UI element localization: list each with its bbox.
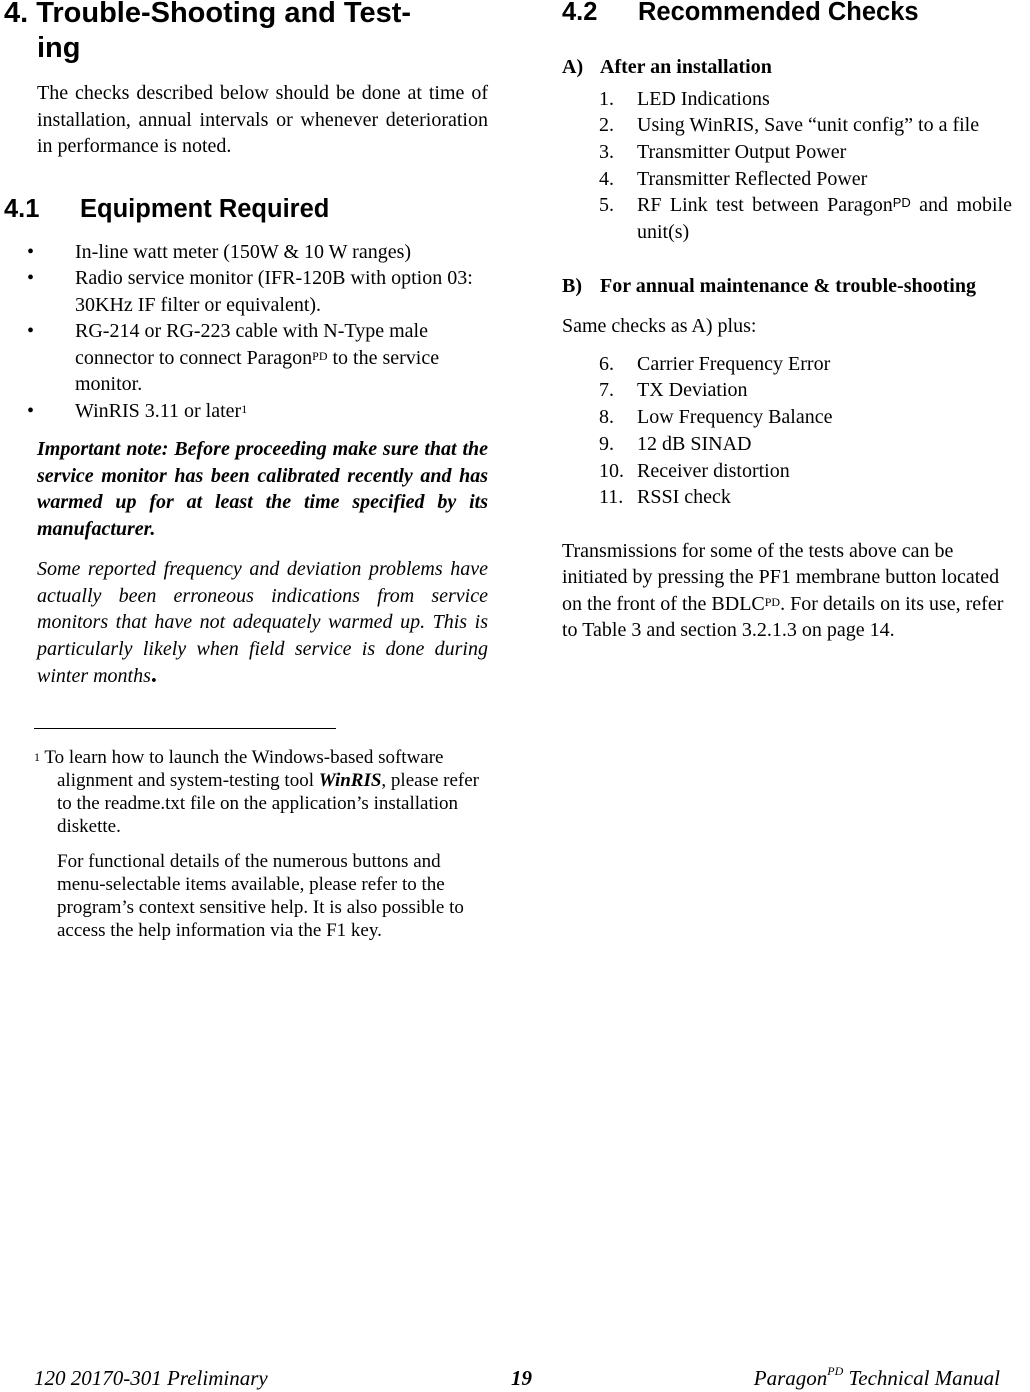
- doc-number: 120 20170-301 Preliminary: [34, 1366, 268, 1390]
- list-item: • RG-214 or RG-223 cable with N-Type male connector to connect Paragon$^{PD}$ to the service monitor.: [27, 320, 440, 395]
- subsection-title-checks: 4.2 Recommended Checks: [562, 0, 919, 26]
- bullet-icon: •: [27, 267, 35, 289]
- list-item: 8. Low Frequency Balance: [599, 406, 833, 429]
- list-item: • In-line watt meter (150W & 10 W ranges): [4, 239, 488, 266]
- maintenance-checks: [562, 351, 1028, 511]
- footnote-divider: [34, 728, 336, 729]
- list-item: 10. Receiver distortion: [599, 459, 790, 482]
- intro-paragraph: The checks described below should be done at time of installation, annual intervals or whenever deterioration in performance is noted.: [37, 82, 488, 157]
- list-item: 1. LED Indications: [599, 87, 770, 110]
- list-item: 5. RF Link test between Paragon$^{PD}$ and mobile unit(s): [599, 194, 1012, 244]
- list-item: 4. Transmitter Reflected Power: [599, 167, 868, 190]
- footnote: [34, 746, 486, 942]
- list-item: 2. Using WinRIS, Save “unit config” to a file: [599, 114, 980, 137]
- list-item: 7. TX Deviation: [599, 379, 748, 402]
- page-footer: [34, 1366, 1000, 1392]
- bullet-icon: •: [27, 399, 35, 422]
- right-column: [562, 0, 1028, 644]
- manual-title: Paragon$^{PD}$ Technical Manual: [753, 1364, 1000, 1390]
- list-item: 3. Transmitter Output Power: [599, 140, 847, 163]
- list-item: 11. RSSI check: [599, 486, 731, 509]
- bullet-icon: •: [27, 240, 35, 263]
- footnote-paragraph: $^1$ To learn how to launch the Windows-based software alignment and system-testing tool WinRIS, please refer to the readme.txt file on the application’s installation diskette.: [34, 747, 479, 837]
- left-column: [4, 0, 488, 690]
- footnote-paragraph: For functional details of the numerous buttons and menu-selectable items available, please refer to the program’s context sensitive help. It is also possible to access the help information via the F1 key.: [57, 851, 464, 941]
- equipment-list: [4, 239, 488, 425]
- bullet-icon: •: [27, 320, 35, 342]
- list-item: 6. Carrier Frequency Error: [599, 352, 831, 375]
- list-item: • Radio service monitor (IFR-120B with option 03: 30KHz IF filter or equivalent).: [27, 267, 473, 316]
- group-a-heading: A) After an installation: [562, 56, 772, 78]
- list-item: 9. 12 dB SINAD: [599, 432, 752, 455]
- subsection-title-equipment: 4.1 Equipment Required: [4, 194, 330, 223]
- installation-checks: [562, 86, 1028, 246]
- group-b-heading: B) For annual maintenance & trouble-shooting: [562, 274, 976, 297]
- warmup-note: Some reported frequency and deviation problems have actually been erroneous indications from service monitors that have not adequately warmed up. This is particularly likely when field service is done during winter months.: [37, 558, 488, 688]
- page-number: 19: [511, 1366, 532, 1390]
- list-item: • WinRIS 3.11 or later$^1$: [4, 398, 488, 425]
- same-checks-text: Same checks as A) plus:: [562, 315, 757, 338]
- transmissions-paragraph: Transmissions for some of the tests above can be initiated by pressing the PF1 membrane button located on the front of the $BDLC^{PD}$. For details on its use, refer to Table 3 and section 3.2.1.3 on page 14.: [562, 539, 1004, 642]
- important-note: Important note: Before proceeding make sure that the service monitor has been calibrated recently and has warmed up for at least the time specified by its manufacturer.: [37, 438, 488, 540]
- section-title: 4. Trouble-Shooting and Test- ing: [4, 0, 412, 64]
